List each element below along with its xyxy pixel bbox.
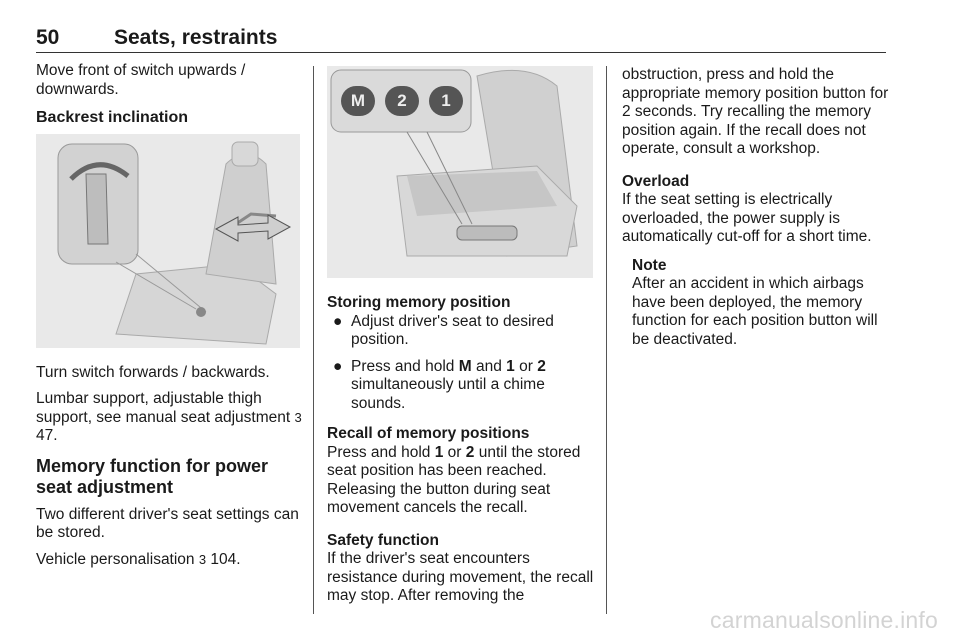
two-settings-text: Two different driver's seat settings can be stored. — [36, 505, 299, 541]
key-1: 1 — [506, 357, 515, 375]
watermark: carmanualsonline.info — [710, 607, 938, 633]
key-2: 2 — [537, 357, 546, 375]
bullet-icon: ● — [333, 312, 343, 330]
backrest-heading: Backrest inclination — [36, 109, 189, 126]
lumbar-body: Lumbar support, adjustable thigh support, see manual seat adjustment — [36, 390, 291, 426]
lumbar-ref[interactable]: 47. — [36, 427, 58, 444]
memory-buttons-illustration — [327, 66, 593, 278]
column-3 — [622, 66, 892, 349]
bullet-text: simultaneously until a chime sounds. — [351, 376, 545, 412]
recall-heading: Recall of memory positions — [327, 425, 530, 442]
recall-text-part: until the stored seat position has been reached. Releasing the button during seat movement cancels the recall. — [327, 443, 581, 516]
page-title: Seats, restraints — [114, 26, 278, 49]
ref-arrow-icon: 3 — [294, 409, 302, 425]
recall-text — [327, 444, 597, 518]
column-divider-1 — [313, 66, 314, 614]
overload-heading: Overload — [622, 172, 690, 190]
bullet-icon: ● — [333, 357, 343, 375]
safety-heading: Safety function — [327, 531, 439, 549]
page-number: 50 — [36, 26, 60, 49]
continued-text: obstruction, press and hold the appropriate memory position button for 2 seconds. Try recalling the memory position again. If the recall does not operate, consult a workshop. — [622, 66, 889, 157]
turn-switch-text: Turn switch forwards / backwards. — [36, 363, 270, 381]
key-1: 1 — [434, 443, 444, 461]
column-2 — [327, 66, 597, 606]
column-divider-2 — [606, 66, 607, 614]
ref-arrow-icon: 3 — [198, 551, 207, 567]
bullet-text: and — [475, 357, 502, 375]
bullet-item — [327, 313, 597, 350]
note-text: After an accident in which airbags have been deployed, the memory function for each position button will be deactivated. — [632, 275, 878, 348]
recall-text-part: Press and hold — [327, 443, 431, 461]
seat-backrest-drawing — [36, 134, 300, 348]
note-box — [622, 257, 892, 350]
lumbar-text — [36, 390, 302, 446]
memory-button-m: M — [341, 86, 375, 116]
overload-text: If the seat setting is electrically overloaded, the power supply is automatically cut-off for a short time. — [622, 191, 872, 245]
backrest-illustration — [36, 134, 300, 348]
bullet-item — [327, 358, 597, 414]
memory-heading: Memory function for power seat adjustment — [36, 455, 269, 497]
note-heading: Note — [632, 256, 667, 274]
bullet-text: Press and hold — [351, 357, 455, 375]
key-2: 2 — [465, 443, 475, 461]
intro-text: Move front of switch upwards / downwards. — [36, 62, 246, 98]
recall-text-part: or — [447, 443, 462, 461]
key-m: M — [458, 357, 472, 375]
column-1 — [36, 62, 302, 569]
memory-button-2: 2 — [385, 86, 419, 116]
bullet-text: Adjust driver's seat to desired position. — [351, 312, 554, 348]
memory-button-1: 1 — [429, 86, 463, 116]
page-header — [36, 14, 886, 53]
vehicle-ref[interactable]: 104. — [210, 550, 241, 568]
safety-text: If the driver's seat encounters resistance during movement, the recall may stop. After removing the — [327, 550, 594, 604]
storing-heading: Storing memory position — [327, 294, 511, 311]
bullet-text: or — [519, 357, 533, 375]
vehicle-personalisation-text — [36, 551, 302, 570]
vehicle-body: Vehicle personalisation — [36, 550, 195, 568]
